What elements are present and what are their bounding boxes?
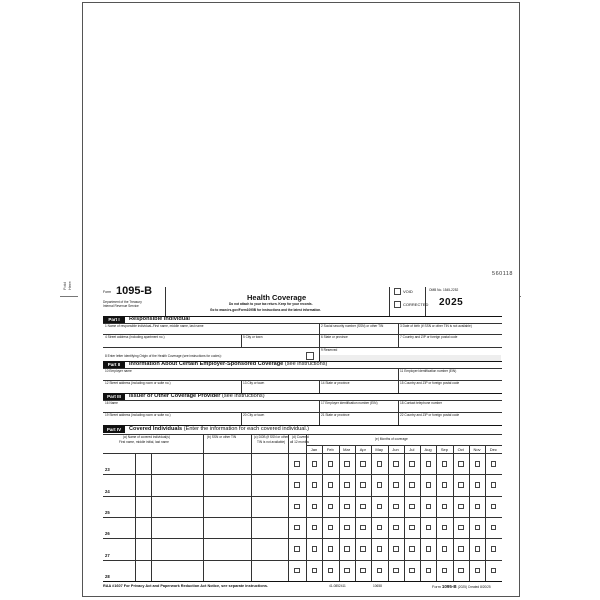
col-d-header-2: all 12 months: [290, 440, 309, 444]
field-9: 9 Reserved: [321, 348, 338, 352]
part3-bar: [103, 393, 502, 400]
month-checkbox-feb[interactable]: [328, 461, 334, 467]
month-checkbox-nov[interactable]: [475, 546, 481, 552]
month-checkbox-apr[interactable]: [360, 482, 366, 488]
row-number-23: 23: [105, 467, 110, 473]
field-13[interactable]: 13 City or town: [243, 381, 265, 385]
part3-title: Issuer or Other Coverage Provider: [129, 393, 221, 399]
part4-bar: [103, 426, 502, 433]
part4-title-wrap: [129, 426, 309, 433]
month-checkbox-jan[interactable]: [312, 482, 318, 488]
p1-v5: [398, 334, 399, 347]
part2-note: (see instructions): [284, 361, 328, 367]
month-checkbox-mar[interactable]: [344, 525, 350, 531]
month-checkbox-jan[interactable]: [312, 546, 318, 552]
month-divider: [469, 445, 470, 581]
month-checkbox-jan[interactable]: [312, 504, 318, 510]
month-checkbox-apr[interactable]: [360, 504, 366, 510]
month-checkbox-mar[interactable]: [344, 568, 350, 574]
part4-title: Covered Individuals: [129, 426, 183, 432]
month-checkbox-may[interactable]: [377, 546, 383, 552]
field-14[interactable]: 14 State or province: [321, 381, 350, 385]
month-label-jan: Jan: [310, 447, 318, 452]
covered-12-months-checkbox[interactable]: [294, 482, 300, 488]
footer-form-prefix: Form: [432, 585, 441, 589]
footer-form-number: 1095-B: [441, 584, 457, 589]
month-label-sep: Sep: [440, 447, 448, 452]
month-divider: [404, 445, 405, 581]
p1-v4: [319, 334, 320, 347]
header-divider-1: [165, 287, 166, 316]
month-checkbox-sep[interactable]: [442, 504, 448, 510]
field-19[interactable]: 19 Street address (including room or suite no.): [105, 413, 171, 417]
footer-mid-1: 41-0852411: [329, 584, 346, 588]
month-label-dec: Dec: [489, 447, 497, 452]
month-checkbox-may[interactable]: [377, 461, 383, 467]
p2-v3: [319, 380, 320, 393]
part2-label: Part II: [103, 361, 125, 368]
row-divider: [103, 496, 502, 497]
part2-bar: [103, 361, 502, 368]
part3-title-wrap: [129, 393, 265, 400]
covered-12-months-checkbox[interactable]: [294, 525, 300, 531]
month-checkbox-aug[interactable]: [426, 461, 432, 467]
row-divider: [103, 474, 502, 475]
month-checkbox-mar[interactable]: [344, 482, 350, 488]
month-checkbox-sep[interactable]: [442, 525, 448, 531]
month-checkbox-oct[interactable]: [458, 546, 464, 552]
field-7[interactable]: 7 Country and ZIP or foreign postal code: [400, 335, 458, 339]
month-label-aug: Aug: [424, 447, 432, 452]
month-label-nov: Nov: [473, 447, 481, 452]
p2-v2: [241, 380, 242, 393]
month-checkbox-jul[interactable]: [409, 546, 415, 552]
field-17[interactable]: 17 Employer identification number (EIN): [321, 401, 378, 405]
month-label-feb: Feb: [326, 447, 334, 452]
col-a-header-1: (a) Name of covered individual(s): [123, 435, 170, 439]
month-checkbox-dec[interactable]: [491, 546, 497, 552]
form-code: 560118: [492, 271, 513, 277]
month-checkbox-apr[interactable]: [360, 461, 366, 467]
month-checkbox-jul[interactable]: [409, 461, 415, 467]
month-checkbox-jun[interactable]: [393, 461, 399, 467]
month-checkbox-aug[interactable]: [426, 482, 432, 488]
month-checkbox-mar[interactable]: [344, 461, 350, 467]
month-checkbox-nov[interactable]: [475, 568, 481, 574]
void-checkbox[interactable]: [394, 288, 401, 295]
month-checkbox-may[interactable]: [377, 525, 383, 531]
field-16[interactable]: 16 Name: [105, 401, 118, 405]
month-checkbox-apr[interactable]: [360, 568, 366, 574]
part1-bar: [103, 316, 502, 323]
month-checkbox-feb[interactable]: [328, 525, 334, 531]
month-checkbox-nov[interactable]: [475, 482, 481, 488]
month-checkbox-sep[interactable]: [442, 568, 448, 574]
month-checkbox-dec[interactable]: [491, 461, 497, 467]
void-label: VOID: [403, 289, 413, 294]
month-checkbox-may[interactable]: [377, 568, 383, 574]
footer-left: RAA #1607 For Privacy Act and Paperwork Reduction Act Notice, see separate instructions.: [103, 584, 269, 588]
origin-code-box[interactable]: [306, 352, 314, 360]
field-12[interactable]: 12 Street address (including room or suite no.): [105, 381, 171, 385]
part3-note: (see instructions): [221, 393, 265, 399]
month-label-jun: Jun: [392, 447, 399, 452]
month-checkbox-dec[interactable]: [491, 568, 497, 574]
tax-year: 2025: [439, 297, 464, 308]
row-divider: [103, 560, 502, 561]
month-checkbox-jan[interactable]: [312, 568, 318, 574]
field-10[interactable]: 10 Employer name: [105, 369, 132, 373]
form-sheet: [82, 2, 520, 597]
p1-v2: [398, 323, 399, 334]
fold-label: Fold: [62, 282, 67, 290]
month-checkbox-apr[interactable]: [360, 525, 366, 531]
month-checkbox-aug[interactable]: [426, 568, 432, 574]
field-20[interactable]: 20 City or town: [243, 413, 265, 417]
p2-v1: [398, 368, 399, 380]
footer-suffix: (2025) Created 8/20/25: [457, 585, 491, 589]
row-number-25: 25: [105, 509, 110, 515]
field-21[interactable]: 21 State or province: [321, 413, 350, 417]
month-checkbox-jun[interactable]: [393, 546, 399, 552]
p3-v4: [319, 412, 320, 425]
dept-line-1: Department of the Treasury: [103, 300, 142, 304]
month-divider: [453, 445, 454, 581]
month-checkbox-feb[interactable]: [328, 482, 334, 488]
col-a-header-2: First name, middle initial, last name: [119, 440, 169, 444]
covered-12-months-checkbox[interactable]: [294, 504, 300, 510]
month-checkbox-dec[interactable]: [491, 482, 497, 488]
month-checkbox-nov[interactable]: [475, 504, 481, 510]
corrected-label: CORRECTED: [403, 302, 429, 307]
covered-12-months-checkbox[interactable]: [294, 568, 300, 574]
month-label-oct: Oct: [457, 447, 464, 452]
field-3[interactable]: 3 Date of birth (if SSN or other TIN is not available): [400, 324, 472, 328]
field-4[interactable]: 4 Street address (including apartment no.): [105, 335, 165, 339]
month-checkbox-nov[interactable]: [475, 525, 481, 531]
p4-header-bottom: [103, 453, 502, 454]
month-divider: [420, 445, 421, 581]
month-checkbox-sep[interactable]: [442, 482, 448, 488]
part2-title: Information About Certain Employer-Sponsored Coverage: [129, 361, 284, 367]
month-checkbox-apr[interactable]: [360, 546, 366, 552]
month-label-mar: Mar: [343, 447, 351, 452]
month-checkbox-jan[interactable]: [312, 461, 318, 467]
month-checkbox-jul[interactable]: [409, 482, 415, 488]
field-5[interactable]: 5 City or town: [243, 335, 263, 339]
covered-12-months-checkbox[interactable]: [294, 461, 300, 467]
row-divider: [103, 517, 502, 518]
p3-rule-a: [103, 400, 502, 401]
form-title: Health Coverage: [247, 293, 307, 302]
p3-v5: [398, 412, 399, 425]
here-label: Here: [67, 281, 72, 290]
field-11[interactable]: 11 Employer identification number (EIN): [400, 369, 457, 373]
month-divider: [371, 445, 372, 581]
month-checkbox-jun[interactable]: [393, 568, 399, 574]
part2-title-wrap: [129, 361, 327, 368]
part4-note: (Enter the information for each covered individual.): [183, 426, 310, 432]
field-18[interactable]: 18 Contact telephone number: [400, 401, 442, 405]
fold-here-label: [62, 250, 82, 290]
dept-line-2: Internal Revenue Service: [103, 304, 139, 308]
p3-v2: [398, 400, 399, 412]
covered-12-months-checkbox[interactable]: [294, 546, 300, 552]
month-checkbox-jun[interactable]: [393, 504, 399, 510]
footer-right: [432, 584, 491, 589]
p4-bottom: [103, 581, 502, 582]
field-6[interactable]: 6 State or province: [321, 335, 348, 339]
part3-label: Part III: [103, 393, 125, 400]
field-2[interactable]: 2 Social security number (SSN) or other TIN: [321, 324, 384, 328]
field-1[interactable]: 1 Name of responsible individual–First name, middle name, last name: [105, 324, 204, 328]
month-checkbox-nov[interactable]: [475, 461, 481, 467]
footer-mid-2: 10658: [373, 584, 382, 588]
month-checkbox-feb[interactable]: [328, 546, 334, 552]
month-checkbox-jun[interactable]: [393, 482, 399, 488]
row-number-28: 28: [105, 573, 110, 579]
month-label-may: May: [375, 447, 383, 452]
month-checkbox-may[interactable]: [377, 482, 383, 488]
month-checkbox-dec[interactable]: [491, 504, 497, 510]
p1-rule-c: [103, 347, 502, 348]
col-c-header-2: TIN is not available): [257, 440, 286, 444]
row-number-24: 24: [105, 488, 110, 494]
header-instruction-1: Do not attach to your tax return. Keep for your records.: [229, 302, 313, 306]
month-label-jul: Jul: [409, 447, 415, 452]
part1-title: Responsible Individual: [129, 316, 190, 322]
month-divider: [322, 445, 323, 581]
omb-number: OMB No. 1545-2252: [429, 288, 459, 292]
p1-v3: [241, 334, 242, 347]
field-15[interactable]: 15 Country and ZIP or foreign postal code: [400, 381, 460, 385]
col-d-header-1: (d) Covered: [292, 435, 309, 439]
form-number: 1095-B: [116, 285, 153, 297]
p3-v3: [241, 412, 242, 425]
month-label-apr: Apr: [359, 447, 366, 452]
month-checkbox-sep[interactable]: [442, 461, 448, 467]
part4-label: Part IV: [103, 426, 125, 433]
p3-v1: [319, 400, 320, 412]
row-divider: [103, 538, 502, 539]
month-divider: [339, 445, 340, 581]
month-checkbox-oct[interactable]: [458, 461, 464, 467]
month-checkbox-jul[interactable]: [409, 568, 415, 574]
month-checkbox-aug[interactable]: [426, 504, 432, 510]
part1-label: Part I: [103, 316, 125, 323]
header-divider-2: [389, 287, 390, 316]
p2-v4: [398, 380, 399, 393]
row-number-26: 26: [105, 531, 110, 537]
month-checkbox-aug[interactable]: [426, 546, 432, 552]
month-checkbox-jan[interactable]: [312, 525, 318, 531]
month-checkbox-oct[interactable]: [458, 525, 464, 531]
month-checkbox-oct[interactable]: [458, 482, 464, 488]
month-divider: [485, 445, 486, 581]
month-checkbox-jul[interactable]: [409, 504, 415, 510]
month-checkbox-sep[interactable]: [442, 546, 448, 552]
col-e-header: (e) Months of coverage: [375, 437, 408, 441]
month-checkbox-mar[interactable]: [344, 504, 350, 510]
header-instruction-2: Go to www.irs.gov/Form1095B for instructions and the latest information.: [210, 308, 322, 312]
field-8: 8 Enter letter identifying Origin of the Health Coverage (see instructions for codes):: [105, 354, 222, 358]
fold-line-left: [60, 296, 78, 297]
month-divider: [388, 445, 389, 581]
corrected-checkbox[interactable]: [394, 301, 401, 308]
field-22[interactable]: 22 Country and ZIP or foreign postal code: [400, 413, 460, 417]
month-checkbox-dec[interactable]: [491, 525, 497, 531]
month-checkbox-mar[interactable]: [344, 546, 350, 552]
col-b-header: (b) SSN or other TIN: [207, 435, 237, 439]
month-checkbox-jun[interactable]: [393, 525, 399, 531]
month-checkbox-aug[interactable]: [426, 525, 432, 531]
month-checkbox-feb[interactable]: [328, 568, 334, 574]
p1-v1: [319, 323, 320, 334]
month-checkbox-oct[interactable]: [458, 568, 464, 574]
col-c-header-1: (c) DOB (if SSN or other: [254, 435, 289, 439]
month-checkbox-feb[interactable]: [328, 504, 334, 510]
month-divider: [355, 445, 356, 581]
row-number-27: 27: [105, 552, 110, 558]
month-divider: [436, 445, 437, 581]
form-prefix: Form: [103, 290, 112, 294]
month-checkbox-jul[interactable]: [409, 525, 415, 531]
month-checkbox-oct[interactable]: [458, 504, 464, 510]
month-checkbox-may[interactable]: [377, 504, 383, 510]
